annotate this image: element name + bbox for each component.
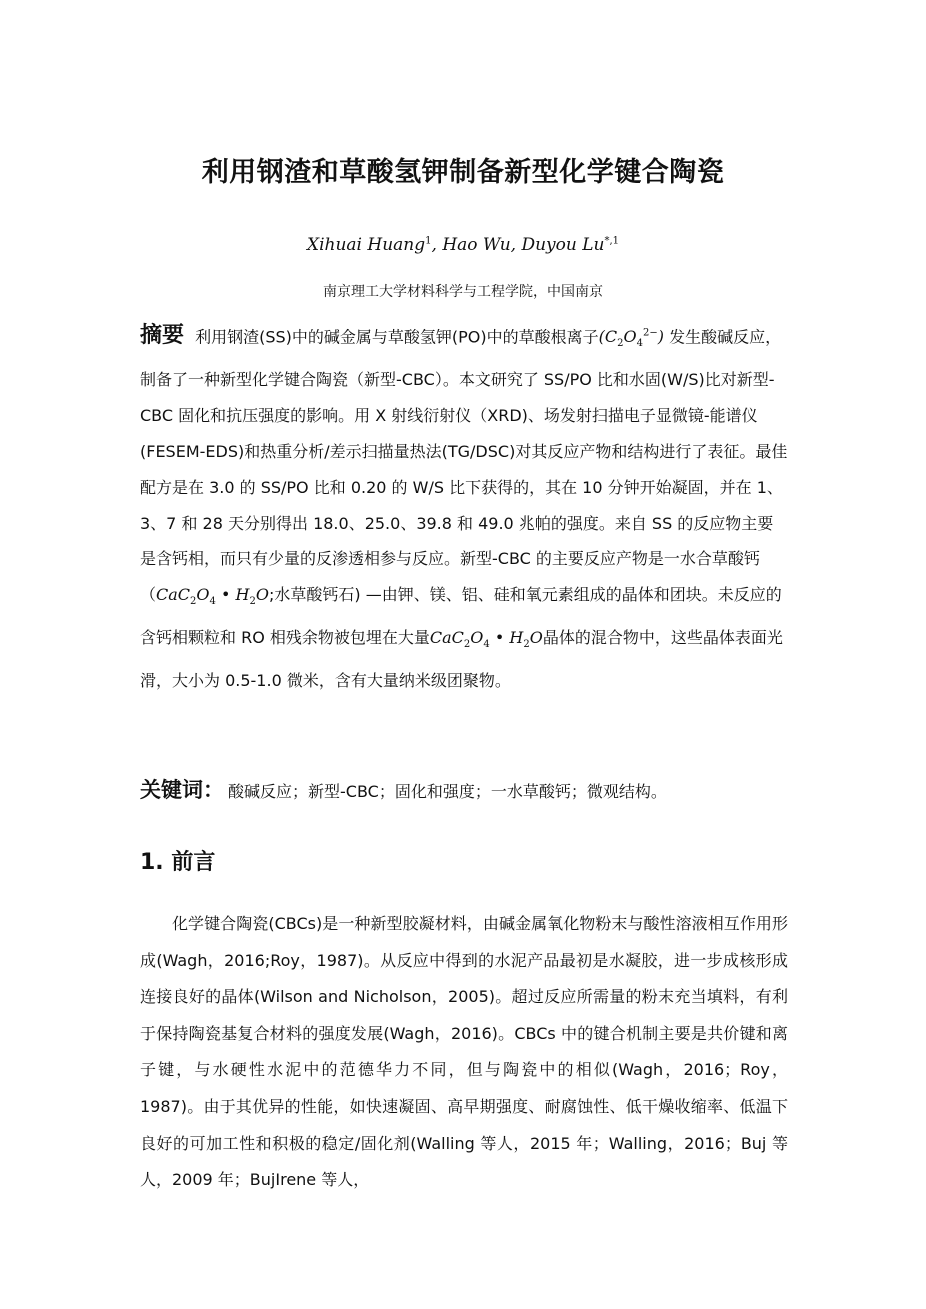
affiliation: 南京理工大学材料科学与工程学院，中国南京 [323,284,603,300]
keywords-label: 关键词： [140,778,224,802]
abstract-text: 发生酸碱反应，制备了一种新型化学键合陶瓷（新型-CBC）。本文研究了 SS/PO 比和水固(W/S)比对新型-CBC 固化和抗压强度的影响。用 X 射线衍射仪（XRD)、场发射扫描电子显微镜-能谱仪(FESEM-EDS)和热重分析/差示扫描量热法(TG/DSC)对其反应产物和结构进行了表征。最佳配方是在 3.0 的 SS/PO 比和 0.20 的 W/S 比下获得的，其在 10 分钟开始凝固，并在 1、3、7 和 28 天分别得出 18.0、25.0、39.8 和 49.0 兆帕的强度。来自 SS 的反应物主要是含钙相，而只有少量的反渗透相参与反应。新型-CBC 的主要反应产物是一水合草酸钙（ [140,327,788,605]
keywords [140,774,788,804]
abstract-text: 晶体的混合物中，这些晶体表面光滑，大小为 0.5-1.0 微米，含有大量纳米级团聚物。 [140,628,783,691]
author-affiliation-mark: *,1 [604,235,620,247]
abstract [140,316,788,699]
abstract-text: 利用钢渣(SS)中的碱金属与草酸氢钾(PO)中的草酸根离子 [195,327,599,347]
oxalate-ion-formula: $(C_2O_4^{2-})$ [598,327,665,350]
author-name: Duyou Lu [521,235,605,255]
section-heading: 1. 前言 [140,850,216,875]
author-list: Xihuai Huang$^1$, Hao Wu, Duyou $Lu^{*,1}$ [306,235,620,255]
author-affiliation-mark: 1 [425,235,432,247]
abstract-text: ;水草酸钙石) —由钾、镁、铝、硅和氧元素组成的晶体和团块。未反应的含钙相颗粒和 RO 相残余物被包埋在大量 [140,585,782,648]
paper-title: 利用钢渣和草酸氢钾制备新型化学键合陶瓷 [201,157,725,188]
author-name: Xihuai Huang [306,235,426,255]
formula-whewellite: $CaC_2O_4$ • $H_2O$ [156,585,269,608]
formula-whewellite: $CaC_2O_4$ • $H_2O$ [429,628,543,651]
keywords-text: 酸碱反应；新型-CBC；固化和强度；一水草酸钙；微观结构。 [228,782,667,801]
section-body: 化学键合陶瓷(CBCs)是一种新型胶凝材料，由碱金属氧化物粉末与酸性溶液相互作用形成(Wagh，2016;Roy，1987)。从反应中得到的水泥产品最初是水凝胶，进一步成核形成连接良好的晶体(Wilson and Nicholson，2005)。超过反应所需量的粉末充当填料，有利于保持陶瓷基复合材料的强度发展(Wagh，2016)。CBCs 中的键合机制主要是共价键和离子键，与水硬性水泥中的范德华力不同，但与陶瓷中的相似(Wagh，2016；Roy，1987)。由于其优异的性能，如快速凝固、高早期强度、耐腐蚀性、低干燥收缩率、低温下良好的可加工性和积极的稳定/固化剂(Walling 等人，2015 年；Walling，2016；Buj 等人，2009 年；BujIrene 等人， [140,914,788,1190]
author-name: Hao Wu [442,235,511,255]
abstract-label: 摘要 [140,323,185,349]
